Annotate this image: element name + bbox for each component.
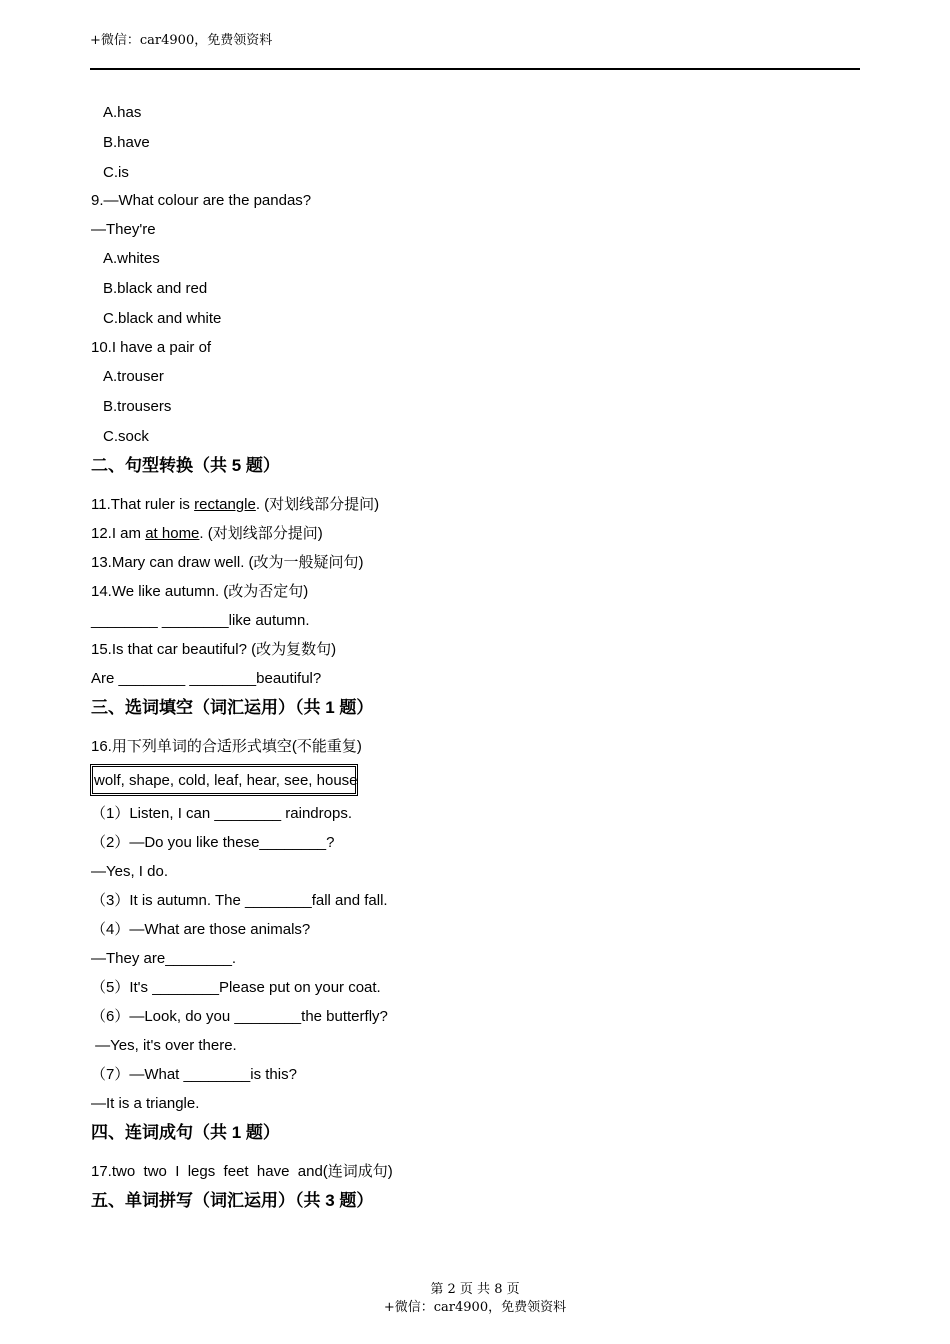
q10-option-b: B.trousers <box>103 398 172 415</box>
q9-question: 9.—What colour are the pandas? <box>91 192 312 209</box>
q15: 15.Is that car beautiful? (改为复数句) <box>91 641 337 658</box>
page-number: 第 2 页 共 8 页 <box>430 1282 520 1297</box>
q11-prefix: 11.That ruler is <box>91 496 195 513</box>
footer-text: +微信：car4900，免费领资料 <box>383 1300 567 1315</box>
section-3-title: 三、选词填空（词汇运用）（共 1 题） <box>91 698 374 717</box>
q16-item-6: （6）—Look, do you ________the butterfly? <box>91 1008 388 1025</box>
q16-item-2: （2）—Do you like these________? <box>91 834 335 851</box>
q11-underlined: rectangle <box>194 496 256 513</box>
q8-option-c: C.is <box>103 164 129 181</box>
q16-item-4-answer: —They are________. <box>91 950 237 967</box>
q11 <box>91 497 379 512</box>
q16-item-4: （4）—What are those animals? <box>91 921 311 938</box>
q10-question: 10.I have a pair of <box>91 339 212 356</box>
q14: 14.We like autumn. (改为否定句) <box>91 583 309 600</box>
q10-option-a: A.trouser <box>103 368 164 385</box>
q16: 16.用下列单词的合适形式填空(不能重复) <box>91 738 362 755</box>
q10-option-c: C.sock <box>103 428 149 445</box>
q16-item-3: （3）It is autumn. The ________fall and fall. <box>91 892 388 909</box>
q15-answer: Are ________ ________beautiful? <box>91 670 322 687</box>
q12-suffix: . (对划线部分提问) <box>199 525 323 542</box>
q16-item-7-answer: —It is a triangle. <box>91 1095 200 1112</box>
q9-answer-line: —They're <box>91 221 156 238</box>
q16-item-5: （5）It's ________Please put on your coat. <box>91 979 381 996</box>
q16-item-1: （1）Listen, I can ________ raindrops. <box>91 805 352 822</box>
q8-option-b: B.have <box>103 134 150 151</box>
q14-answer: ________ ________like autumn. <box>91 612 310 629</box>
section-5-title: 五、单词拼写（词汇运用）（共 3 题） <box>91 1191 374 1210</box>
q9-option-a: A.whites <box>103 250 160 267</box>
q9-option-b: B.black and red <box>103 280 208 297</box>
header-text: +微信：car4900，免费领资料 <box>90 33 273 48</box>
q12-underlined: at home <box>145 525 200 542</box>
q16-item-7: （7）—What ________is this? <box>91 1066 297 1083</box>
q17: 17.two two I legs feet have and(连词成句) <box>91 1163 393 1180</box>
q9-option-c: C.black and white <box>103 310 222 327</box>
q8-option-a: A.has <box>103 104 142 121</box>
q13: 13.Mary can draw well. (改为一般疑问句) <box>91 554 364 571</box>
word-bank-box: wolf, shape, cold, leaf, hear, see, house <box>90 764 358 796</box>
q16-item-6-answer: —Yes, it's over there. <box>91 1037 237 1054</box>
section-2-title: 二、句型转换（共 5 题） <box>91 456 280 475</box>
q11-suffix: . (对划线部分提问) <box>255 496 380 513</box>
header-divider <box>90 68 860 70</box>
q12 <box>91 526 323 541</box>
section-4-title: 四、连词成句（共 1 题） <box>91 1123 280 1142</box>
q12-prefix: 12.I am <box>91 525 146 542</box>
q16-item-2-answer: —Yes, I do. <box>91 863 168 880</box>
